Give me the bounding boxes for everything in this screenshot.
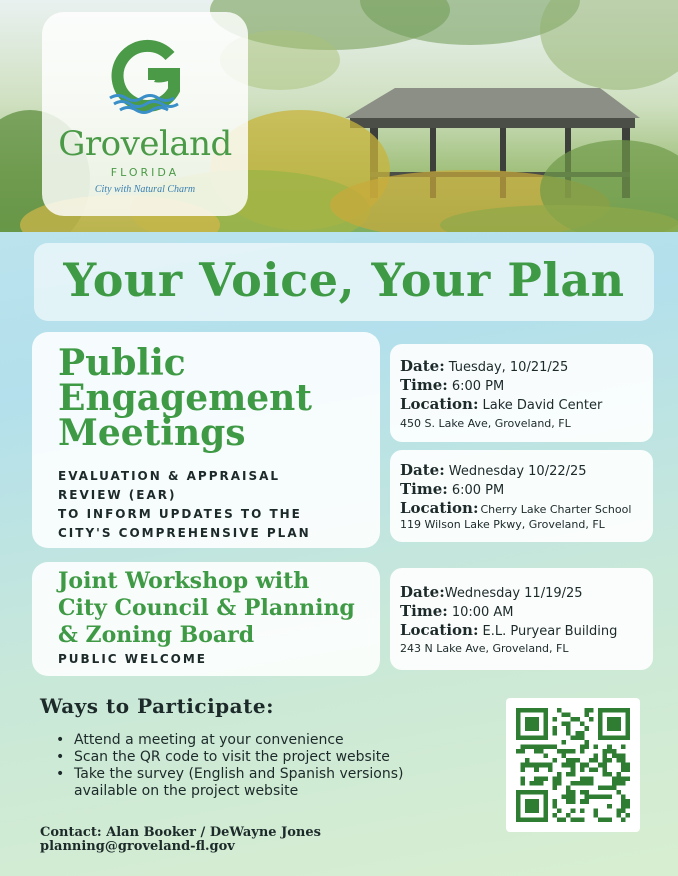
headline-card [34, 243, 654, 321]
groveland-logo-mark [42, 12, 248, 122]
meeting-date: Wednesday 10/22/25 [448, 464, 587, 479]
location-label: Location: [400, 621, 479, 639]
date-label: Date: [400, 583, 445, 601]
meeting-time-row [400, 601, 514, 620]
title-line: Meetings [58, 412, 246, 454]
meeting-time: 6:00 PM [451, 379, 505, 394]
list-item: • Take the survey (English and Spanish versions) available on the project website [54, 766, 449, 800]
page-title: Your Voice, Your Plan [63, 253, 625, 307]
joint-workshop-card [32, 562, 380, 676]
meeting-location: Cherry Lake Charter School [480, 503, 632, 516]
meeting-address: 119 Wilson Lake Pkwy, Groveland, FL [400, 518, 605, 531]
joint-workshop-subtitle: PUBLIC WELCOME [58, 652, 208, 666]
list-item: • Scan the QR code to visit the project website [54, 749, 474, 766]
contact-email[interactable]: planning@groveland-fl.gov [40, 839, 235, 854]
logo-state: FLORIDA [110, 166, 180, 179]
time-label: Time: [400, 480, 448, 498]
title-line: & Zoning Board [58, 622, 255, 648]
meeting-date: Wednesday 11/19/25 [444, 586, 583, 601]
hero-watercolor-image [0, 0, 678, 232]
contact-info [40, 826, 321, 854]
title-line: Joint Workshop with [58, 568, 310, 594]
location-label: Location: [400, 395, 479, 413]
meeting-address: 450 S. Lake Ave, Groveland, FL [400, 417, 571, 430]
public-engagement-title [58, 342, 368, 454]
meeting-location-row [400, 498, 631, 517]
contact-names: Contact: Alan Booker / DeWayne Jones [40, 825, 321, 840]
subtitle-line: CITY'S COMPREHENSIVE PLAN [58, 526, 311, 540]
qr-code[interactable] [506, 698, 640, 832]
date-label: Date: [400, 461, 445, 479]
subtitle-line: EVALUATION & APPRAISAL [58, 469, 281, 483]
meeting-time: 10:00 AM [451, 605, 514, 620]
meeting-date-row [400, 582, 583, 601]
title-line: Public [58, 342, 186, 384]
meeting-location: E.L. Puryear Building [482, 624, 618, 639]
meeting-card-3 [390, 568, 653, 670]
meeting-date-row [400, 460, 587, 479]
time-label: Time: [400, 376, 448, 394]
meeting-card-1 [390, 344, 653, 442]
joint-workshop-title [58, 568, 376, 649]
meeting-time-row [400, 375, 504, 394]
qr-code-icon [516, 708, 630, 822]
meeting-address: 243 N Lake Ave, Groveland, FL [400, 642, 569, 655]
location-label: Location: [400, 499, 479, 517]
logo-tagline: City with Natural Charm [94, 184, 196, 195]
title-line: Engagement [58, 377, 312, 419]
meeting-time-row [400, 479, 504, 498]
meeting-time: 6:00 PM [451, 483, 505, 498]
date-label: Date: [400, 357, 445, 375]
meeting-date: Tuesday, 10/21/25 [448, 360, 569, 375]
ways-list [54, 732, 474, 800]
title-line: City Council & Planning [58, 595, 355, 621]
time-label: Time: [400, 602, 448, 620]
logo-card [42, 12, 248, 216]
meeting-date-row [400, 356, 568, 375]
ways-title: Ways to Participate: [40, 694, 274, 718]
meeting-card-2 [390, 450, 653, 542]
public-engagement-card [32, 332, 380, 548]
meeting-location: Lake David Center [482, 398, 603, 413]
meeting-location-row [400, 394, 602, 413]
meeting-location-row [400, 620, 617, 639]
subtitle-line: REVIEW (EAR) [58, 488, 177, 502]
list-item: • Attend a meeting at your convenience [54, 732, 474, 749]
logo-name: Groveland [58, 124, 232, 164]
subtitle-line: TO INFORM UPDATES TO THE [58, 507, 302, 521]
public-engagement-subtitle [58, 467, 373, 543]
